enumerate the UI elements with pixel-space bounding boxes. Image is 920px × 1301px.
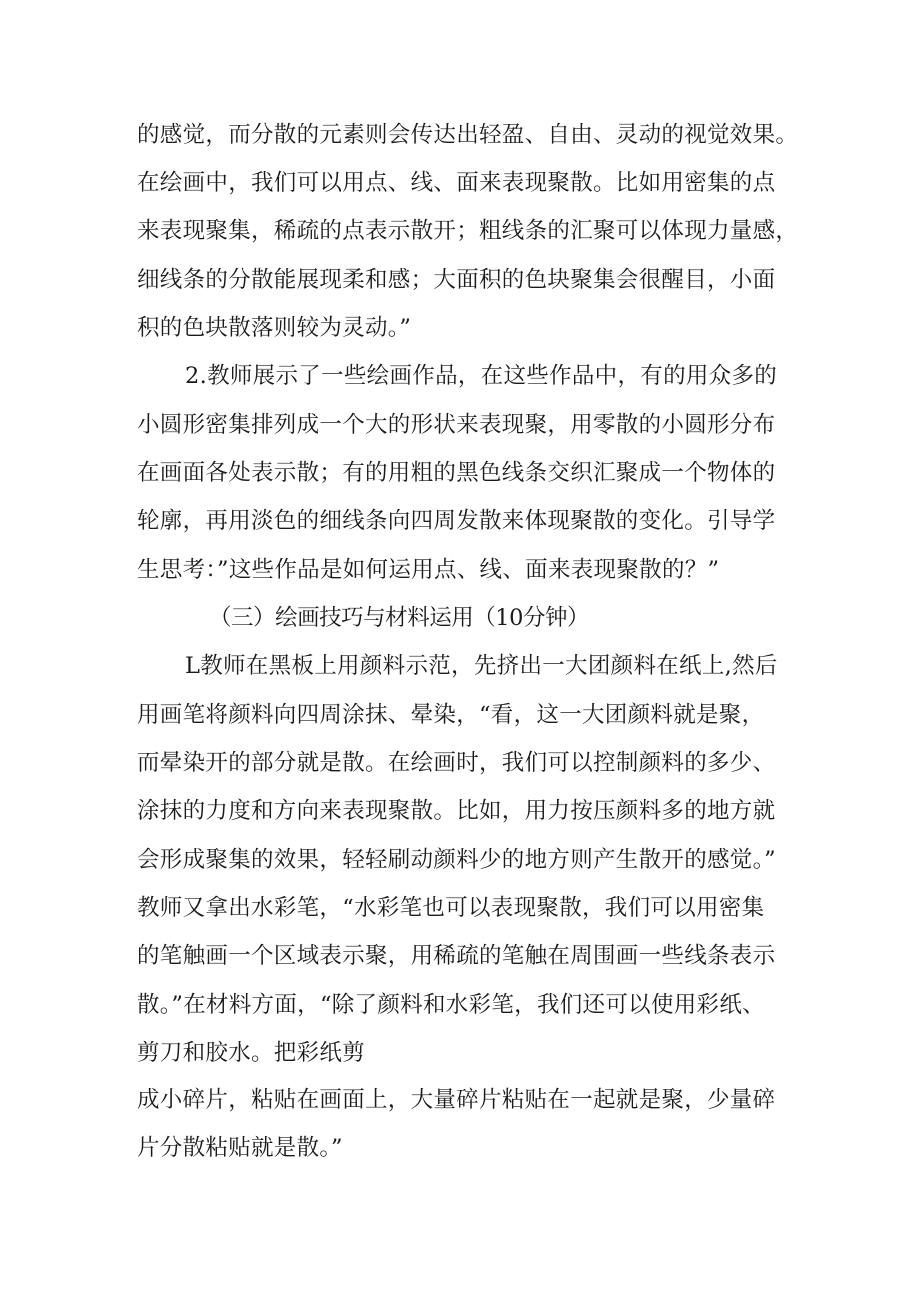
paragraph-line: 积的色块散落则较为灵动。”	[137, 315, 412, 341]
paragraph-line: 在画面各处表示散；有的用粗的黑色线条交织汇聚成一个物体的	[137, 460, 776, 486]
paragraph-line: 会形成聚集的效果，轻轻刷动颜料少的地方则产生散开的感觉。”	[137, 847, 776, 873]
paragraph-line: 在绘画中，我们可以用点、线、面来表现聚散。比如用密集的点	[137, 170, 776, 196]
paragraph-line: 教师又拿出水彩笔，“水彩笔也可以表现聚散，我们可以用密集	[137, 895, 765, 921]
paragraph-line: 涂抹的力度和方向来表现聚散。比如，用力按压颜料多的地方就	[137, 798, 776, 824]
paragraph-line: 小圆形密集排列成一个大的形状来表现聚，用零散的小圆形分布	[137, 412, 776, 438]
paragraph-line: 生思考：”这些作品是如何运用点、线、面来表现聚散的？”	[137, 557, 720, 583]
paragraph-line: 的笔触画一个区域表示聚，用稀疏的笔触在周围画一些线条表示	[137, 943, 776, 969]
paragraph-line: 来表现聚集，稀疏的点表示散开；粗线条的汇聚可以体现力量感，	[137, 218, 799, 244]
paragraph-line: 轮廓，再用淡色的细线条向四周发散来体现聚散的变化。引导学	[137, 508, 776, 534]
paragraph-line: 片分散粘贴就是散。”	[137, 1135, 343, 1161]
paragraph-line: 成小碎片，粘贴在画面上，大量碎片粘贴在一起就是聚，少量碎	[137, 1087, 776, 1113]
paragraph-line: 2.教师展示了一些绘画作品，在这些作品中，有的用众多的	[185, 363, 778, 389]
section-heading: （三）绘画技巧与材料运用（10分钟）	[209, 605, 590, 631]
paragraph-line: 剪刀和胶水。把彩纸剪	[137, 1040, 366, 1066]
paragraph-line: 细线条的分散能展现柔和感；大面积的色块聚集会很醒目，小面	[137, 267, 776, 293]
paragraph-line: 的感觉，而分散的元素则会传达出轻盈、自由、灵动的视觉效果。	[137, 122, 799, 148]
paragraph-line: 散。”在材料方面，“除了颜料和水彩笔，我们还可以使用彩纸、	[137, 992, 765, 1018]
paragraph-line: 用画笔将颜料向四周涂抹、晕染，“看，这一大团颜料就是聚，	[137, 702, 765, 728]
paragraph-line: L教师在黑板上用颜料示范，先挤出一大团颜料在纸上,然后	[185, 653, 778, 679]
paragraph-line: 而晕染开的部分就是散。在绘画时，我们可以控制颜料的多少、	[137, 750, 776, 776]
